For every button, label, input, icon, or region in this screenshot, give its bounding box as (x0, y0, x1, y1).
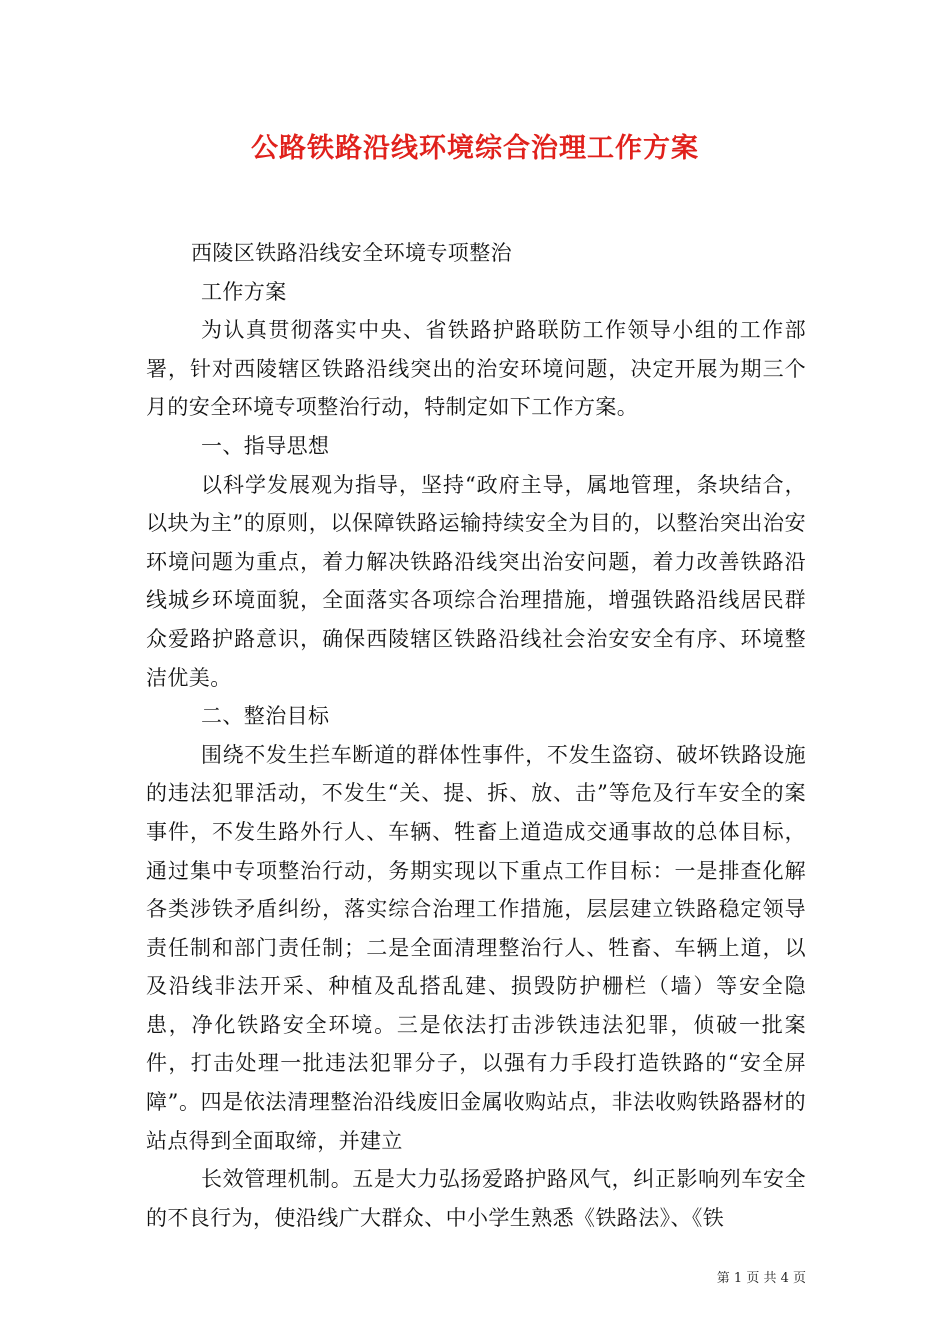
heading-line-2: 工作方案 (201, 279, 287, 304)
document-title: 公路铁路沿线环境综合治理工作方案 (251, 133, 699, 164)
section-2-continued-paragraph: 长效管理机制。五是大力弘扬爱路护路风气，纠正影响列车安全的不良行为，使沿线广大群众、中小学生熟悉《铁路法》、《铁 (146, 1167, 806, 1230)
section-1-paragraph: 以科学发展观为指导，坚持“政府主导，属地管理，条块结合，以块为主”的原则，以保障铁路运输持续安全为目的，以整治突出治安环境问题为重点，着力解决铁路沿线突出治安问题，着力改善铁路沿线城乡环境面貌，全面落实各项综合治理措施，增强铁路沿线居民群众爱路护路意识，确保西陵辖区铁路沿线社会治安安全有序、环境整洁优美。 (146, 472, 806, 690)
document-body (146, 234, 806, 1237)
section-1-title: 一、指导思想 (201, 433, 330, 458)
intro-paragraph: 为认真贯彻落实中央、省铁路护路联防工作领导小组的工作部署，针对西陵辖区铁路沿线突出的治安环境问题，决定开展为期三个月的安全环境专项整治行动，特制定如下工作方案。 (146, 318, 806, 420)
section-2-title: 二、整治目标 (201, 704, 330, 729)
section-2-paragraph: 围绕不发生拦车断道的群体性事件，不发生盗窃、破坏铁路设施的违法犯罪活动，不发生“关、提、拆、放、击”等危及行车安全的案事件，不发生路外行人、车辆、牲畜上道造成交通事故的总体目标，通过集中专项整治行动，务期实现以下重点工作目标：一是排查化解各类涉铁矛盾纠纷，落实综合治理工作措施，层层建立铁路稳定领导责任制和部门责任制；二是全面清理整治行人、牲畜、车辆上道，以及沿线非法开采、种植及乱搭乱建、损毁防护栅栏（墙）等安全隐患，净化铁路安全环境。三是依法打击涉铁违法犯罪，侦破一批案件，打击处理一批违法犯罪分子，以强有力手段打造铁路的“安全屏障”。四是依法清理整治沿线废旧金属收购站点，非法收购铁路器材的站点得到全面取缔，并建立 (146, 742, 806, 1153)
page-number-indicator: 第 1 页 共 4 页 (716, 1271, 806, 1286)
heading-line-1: 西陵区铁路沿线安全环境专项整治 (191, 241, 512, 265)
